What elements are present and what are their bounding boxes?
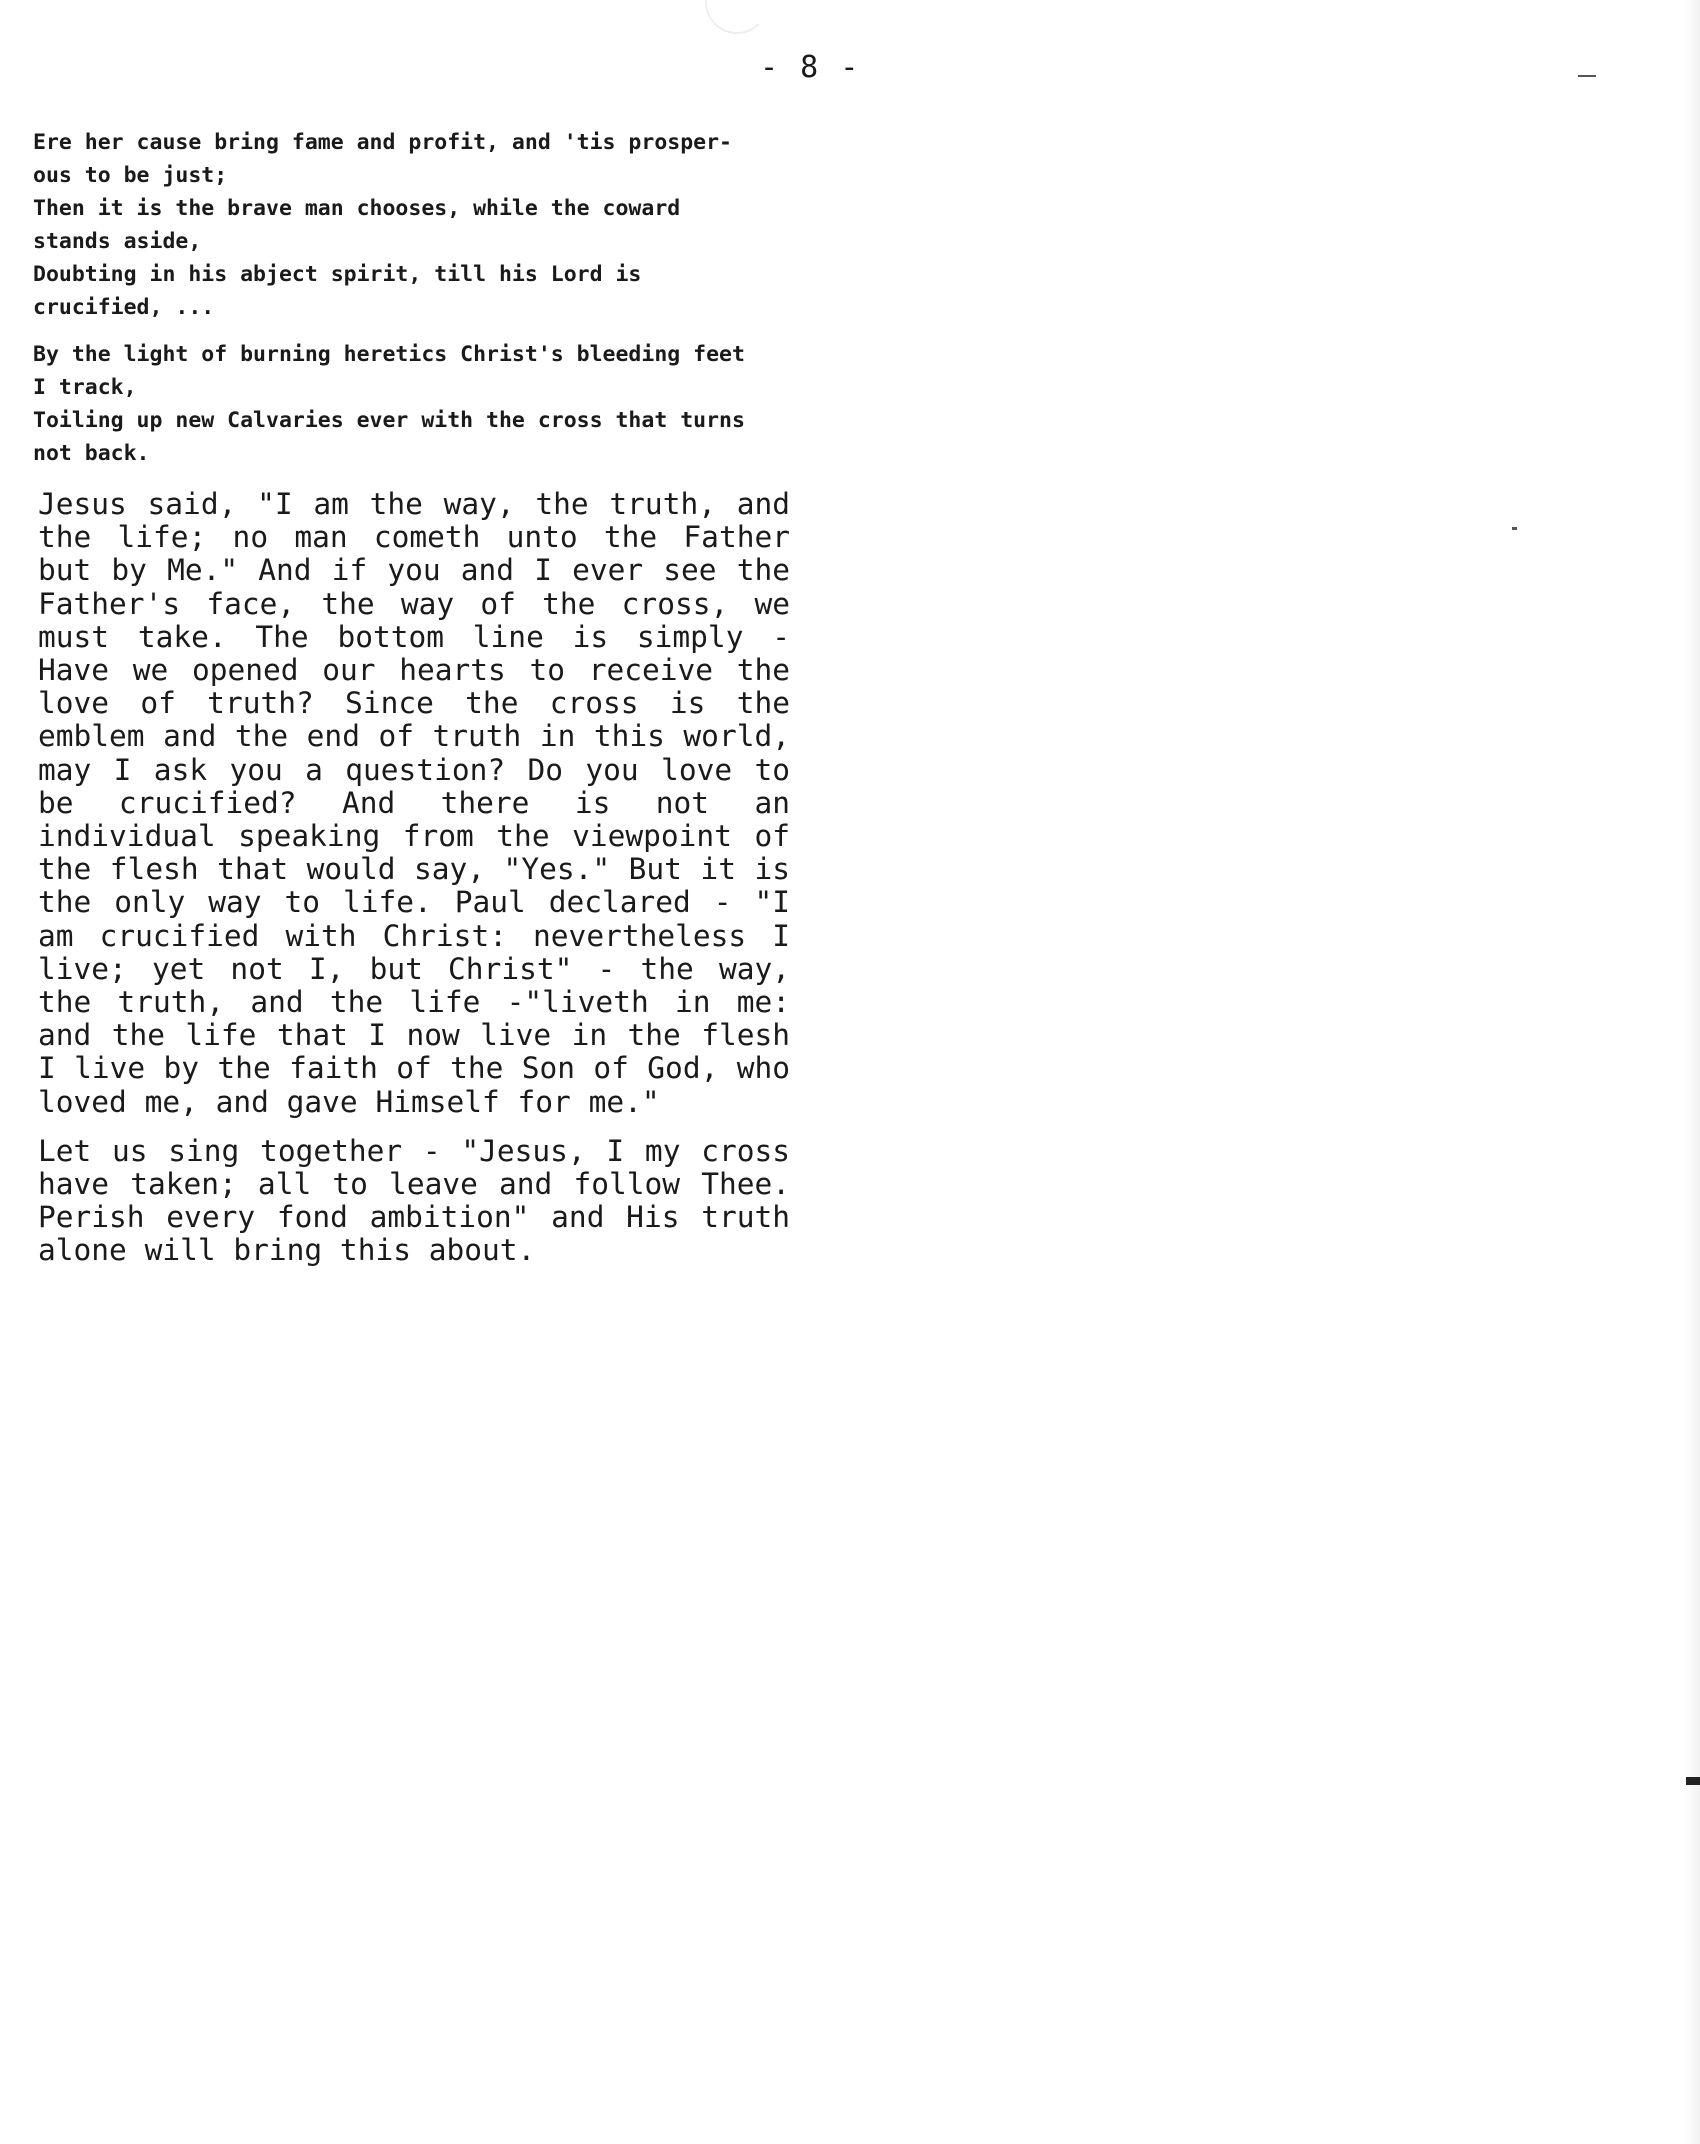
poem-line: Toiling up new Calvaries ever with the cross that turns bbox=[33, 408, 745, 433]
poem-line: stands aside, bbox=[33, 229, 202, 254]
poem-stanza-2 bbox=[33, 338, 783, 470]
page-number: - 8 - bbox=[760, 50, 861, 85]
scan-artifact bbox=[705, 0, 769, 34]
poem-line: I track, bbox=[33, 375, 137, 400]
poem-line: Then it is the brave man chooses, while the coward bbox=[33, 196, 681, 221]
poem-line: not back. bbox=[33, 441, 150, 466]
body-text bbox=[38, 488, 790, 1284]
poem-line: crucified, ... bbox=[33, 295, 215, 320]
poem-line: Doubting in his abject spirit, till his Lord is bbox=[33, 262, 642, 287]
poem-line: By the light of burning heretics Christ's bleeding feet bbox=[33, 342, 745, 367]
body-paragraph: Let us sing together - "Jesus, I my cross have taken; all to leave and follow Thee. Perish every fond ambition" and His truth alone will bring this about. bbox=[38, 1133, 790, 1268]
scan-mark bbox=[1686, 1777, 1700, 1785]
poem-line: Ere her cause bring fame and profit, and 'tis prosper- bbox=[33, 130, 732, 155]
poem-stanza-1 bbox=[33, 126, 783, 324]
poem-quote bbox=[33, 126, 783, 484]
scan-mark bbox=[1512, 527, 1517, 530]
scan-mark bbox=[1578, 75, 1596, 77]
scan-edge bbox=[1684, 0, 1700, 2144]
poem-line: ous to be just; bbox=[33, 163, 228, 188]
body-paragraph: Jesus said, "I am the way, the truth, and the life; no man cometh unto the Father but by Me." And if you and I ever see the Father's face, the way of the cross, we must take. The bottom line is simply - Have we opened our hearts to receive the love of truth? Since the cross is the emblem and the end of truth in this world, may I ask you a question? Do you love to be crucified? And there is not an individual speaking from the viewpoint of the flesh that would say, "Yes." But it is the only way to life. Paul declared - "I am crucified with Christ: nevertheless I live; yet not I, but Christ" - the way, the truth, and the life -"liveth in me: and the life that I now live in the flesh I live by the faith of the Son of God, who loved me, and gave Himself for me." bbox=[38, 487, 790, 1119]
